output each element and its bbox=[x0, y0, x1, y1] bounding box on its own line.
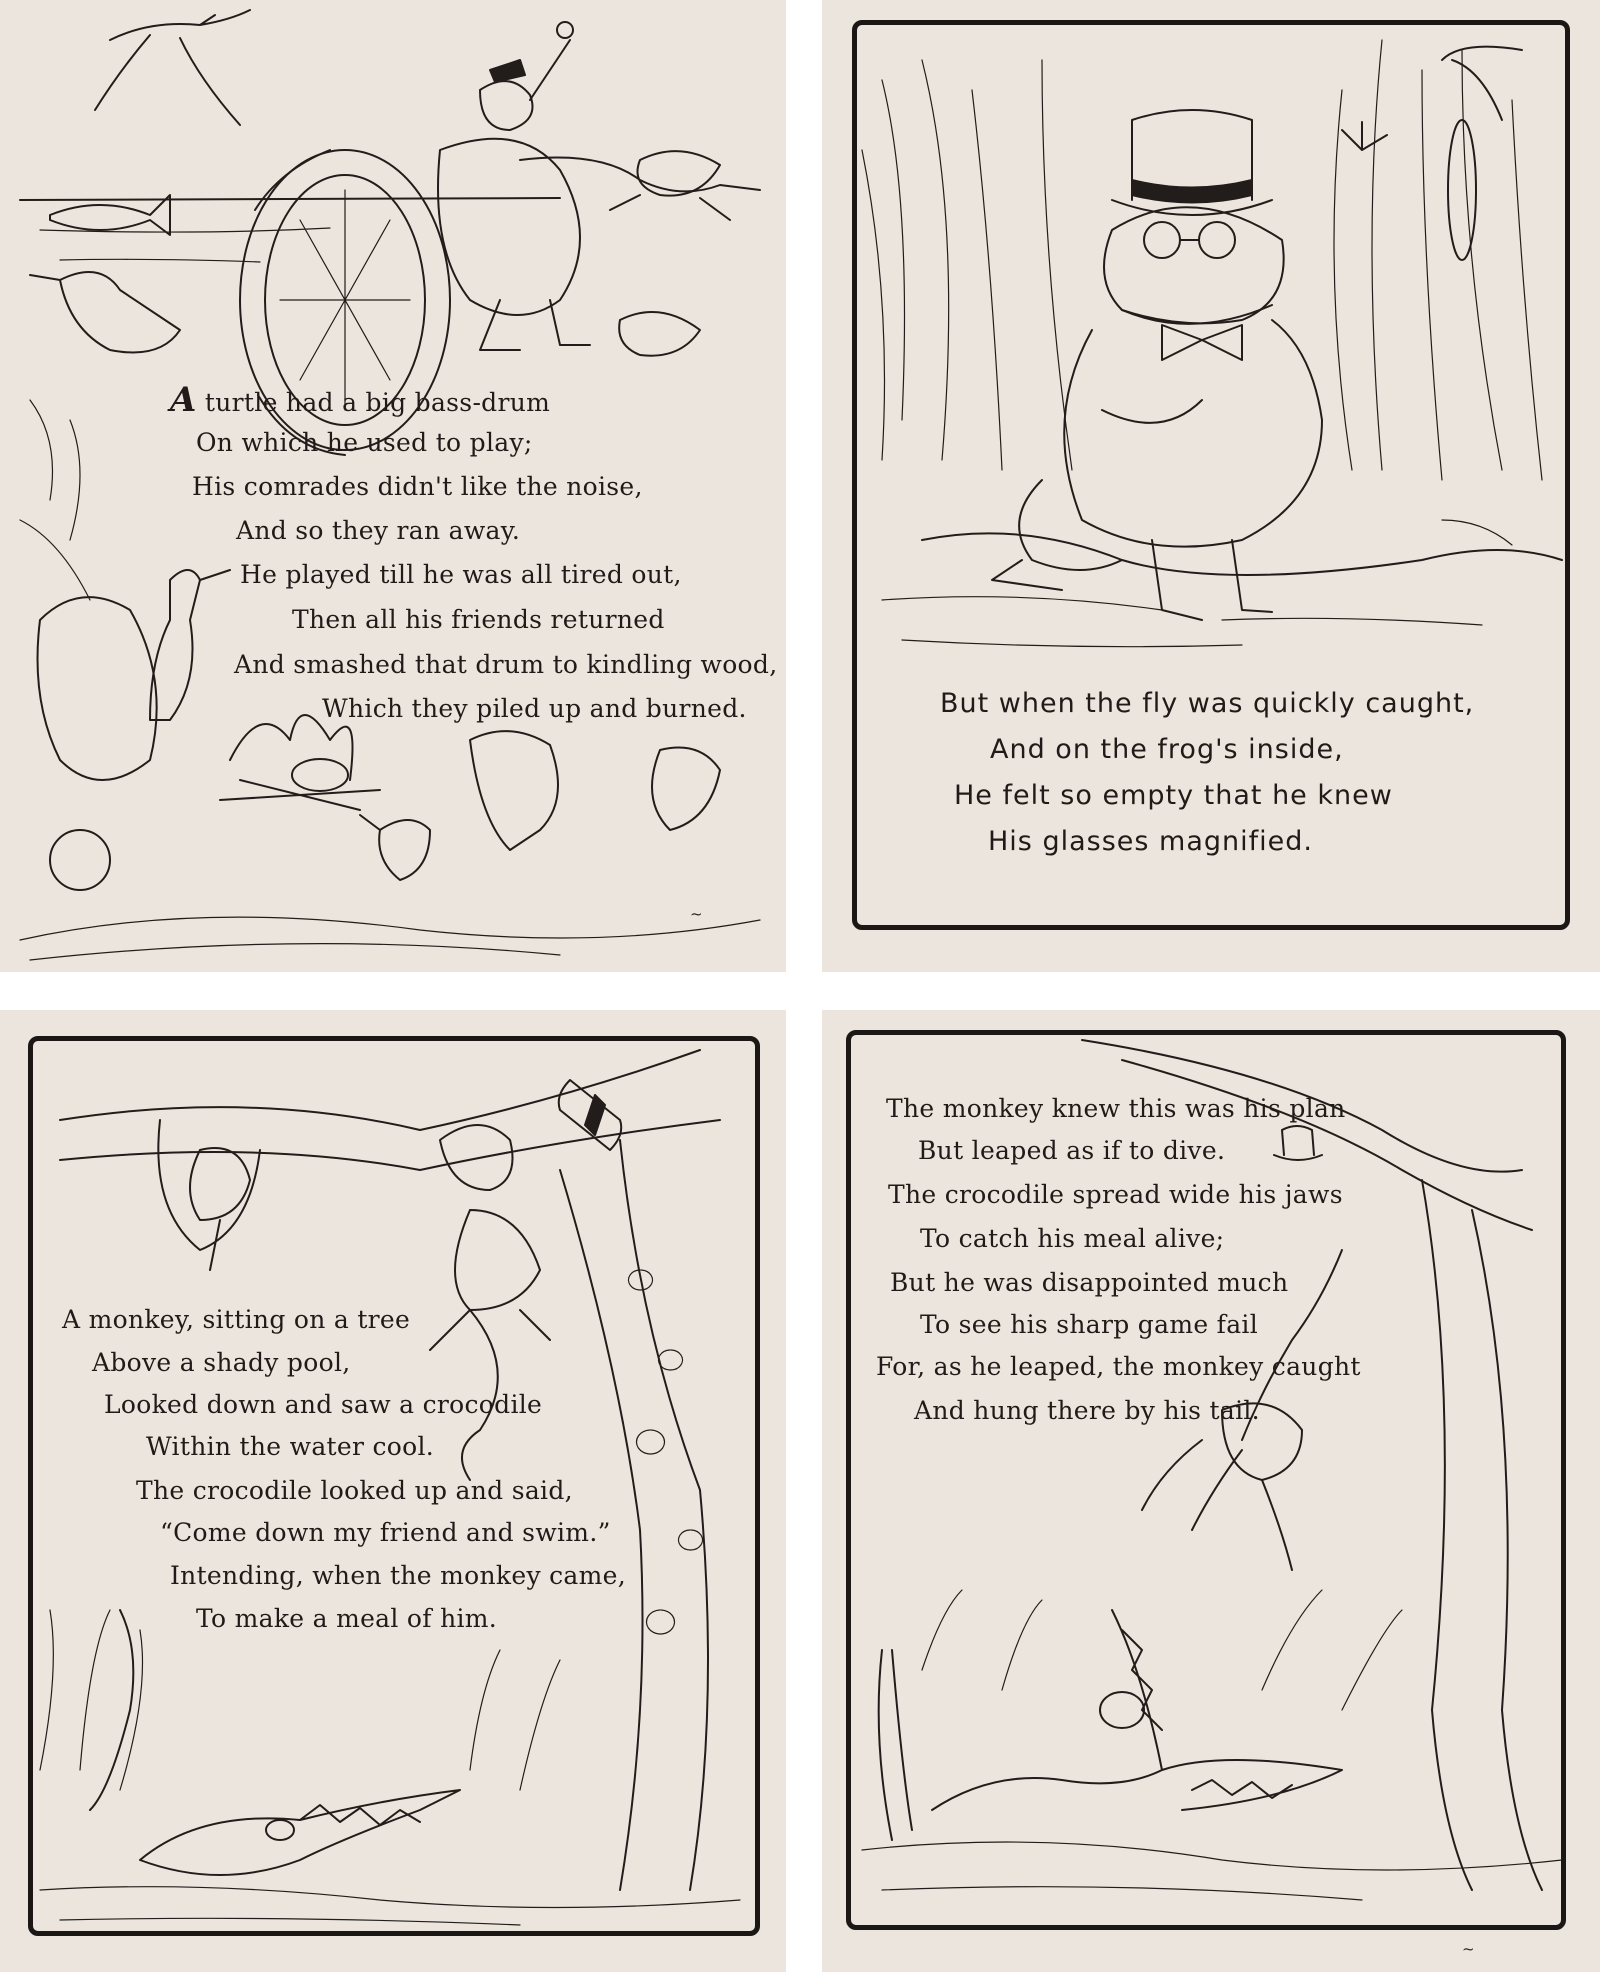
artist-signature: ~ bbox=[1462, 1940, 1475, 1958]
drop-cap: A bbox=[170, 380, 197, 420]
verse-line: To see his sharp game fail bbox=[920, 1310, 1259, 1339]
verse-line: A monkey, sitting on a tree bbox=[62, 1305, 411, 1334]
verse-line: Within the water cool. bbox=[146, 1432, 435, 1461]
verse-line: But when the fly was quickly caught, bbox=[940, 688, 1475, 719]
artist-signature: ~ bbox=[690, 905, 703, 923]
verse-line: To make a meal of him. bbox=[196, 1604, 498, 1633]
verse-line: A turtle had a big bass-drum bbox=[170, 380, 551, 420]
verse-line: The crocodile looked up and said, bbox=[136, 1476, 573, 1505]
verse-line: Then all his friends returned bbox=[292, 605, 665, 634]
panel-monkey-tree bbox=[0, 1010, 786, 1972]
panel-turtle bbox=[0, 0, 786, 972]
verse-line: Looked down and saw a crocodile bbox=[104, 1390, 543, 1419]
verse-line: And hung there by his tail. bbox=[914, 1396, 1260, 1425]
verse-line: Which they piled up and burned. bbox=[322, 694, 747, 723]
verse-line: The crocodile spread wide his jaws bbox=[888, 1180, 1343, 1209]
verse-line: For, as he leaped, the monkey caught bbox=[876, 1352, 1361, 1381]
verse-line: On which he used to play; bbox=[196, 428, 533, 457]
verse-line: “Come down my friend and swim.” bbox=[160, 1518, 611, 1547]
verse-line: But he was disappointed much bbox=[890, 1268, 1289, 1297]
verse-line: And so they ran away. bbox=[236, 516, 521, 545]
verse-line: But leaped as if to dive. bbox=[918, 1136, 1226, 1165]
verse-line: And on the frog's inside, bbox=[990, 734, 1344, 765]
verse-line: The monkey knew this was his plan bbox=[886, 1094, 1346, 1123]
verse-line: His glasses magnified. bbox=[988, 826, 1313, 857]
panel-monkey-tail bbox=[822, 1010, 1600, 1972]
panel-frog bbox=[822, 0, 1600, 972]
verse-line: His comrades didn't like the noise, bbox=[192, 472, 643, 501]
verse-line: To catch his meal alive; bbox=[920, 1224, 1225, 1253]
verse-line: He felt so empty that he knew bbox=[954, 780, 1393, 811]
verse-line: Above a shady pool, bbox=[92, 1348, 351, 1377]
verse-line: He played till he was all tired out, bbox=[240, 560, 682, 589]
verse-line: And smashed that drum to kindling wood, bbox=[234, 650, 778, 679]
verse-line: Intending, when the monkey came, bbox=[170, 1561, 626, 1590]
